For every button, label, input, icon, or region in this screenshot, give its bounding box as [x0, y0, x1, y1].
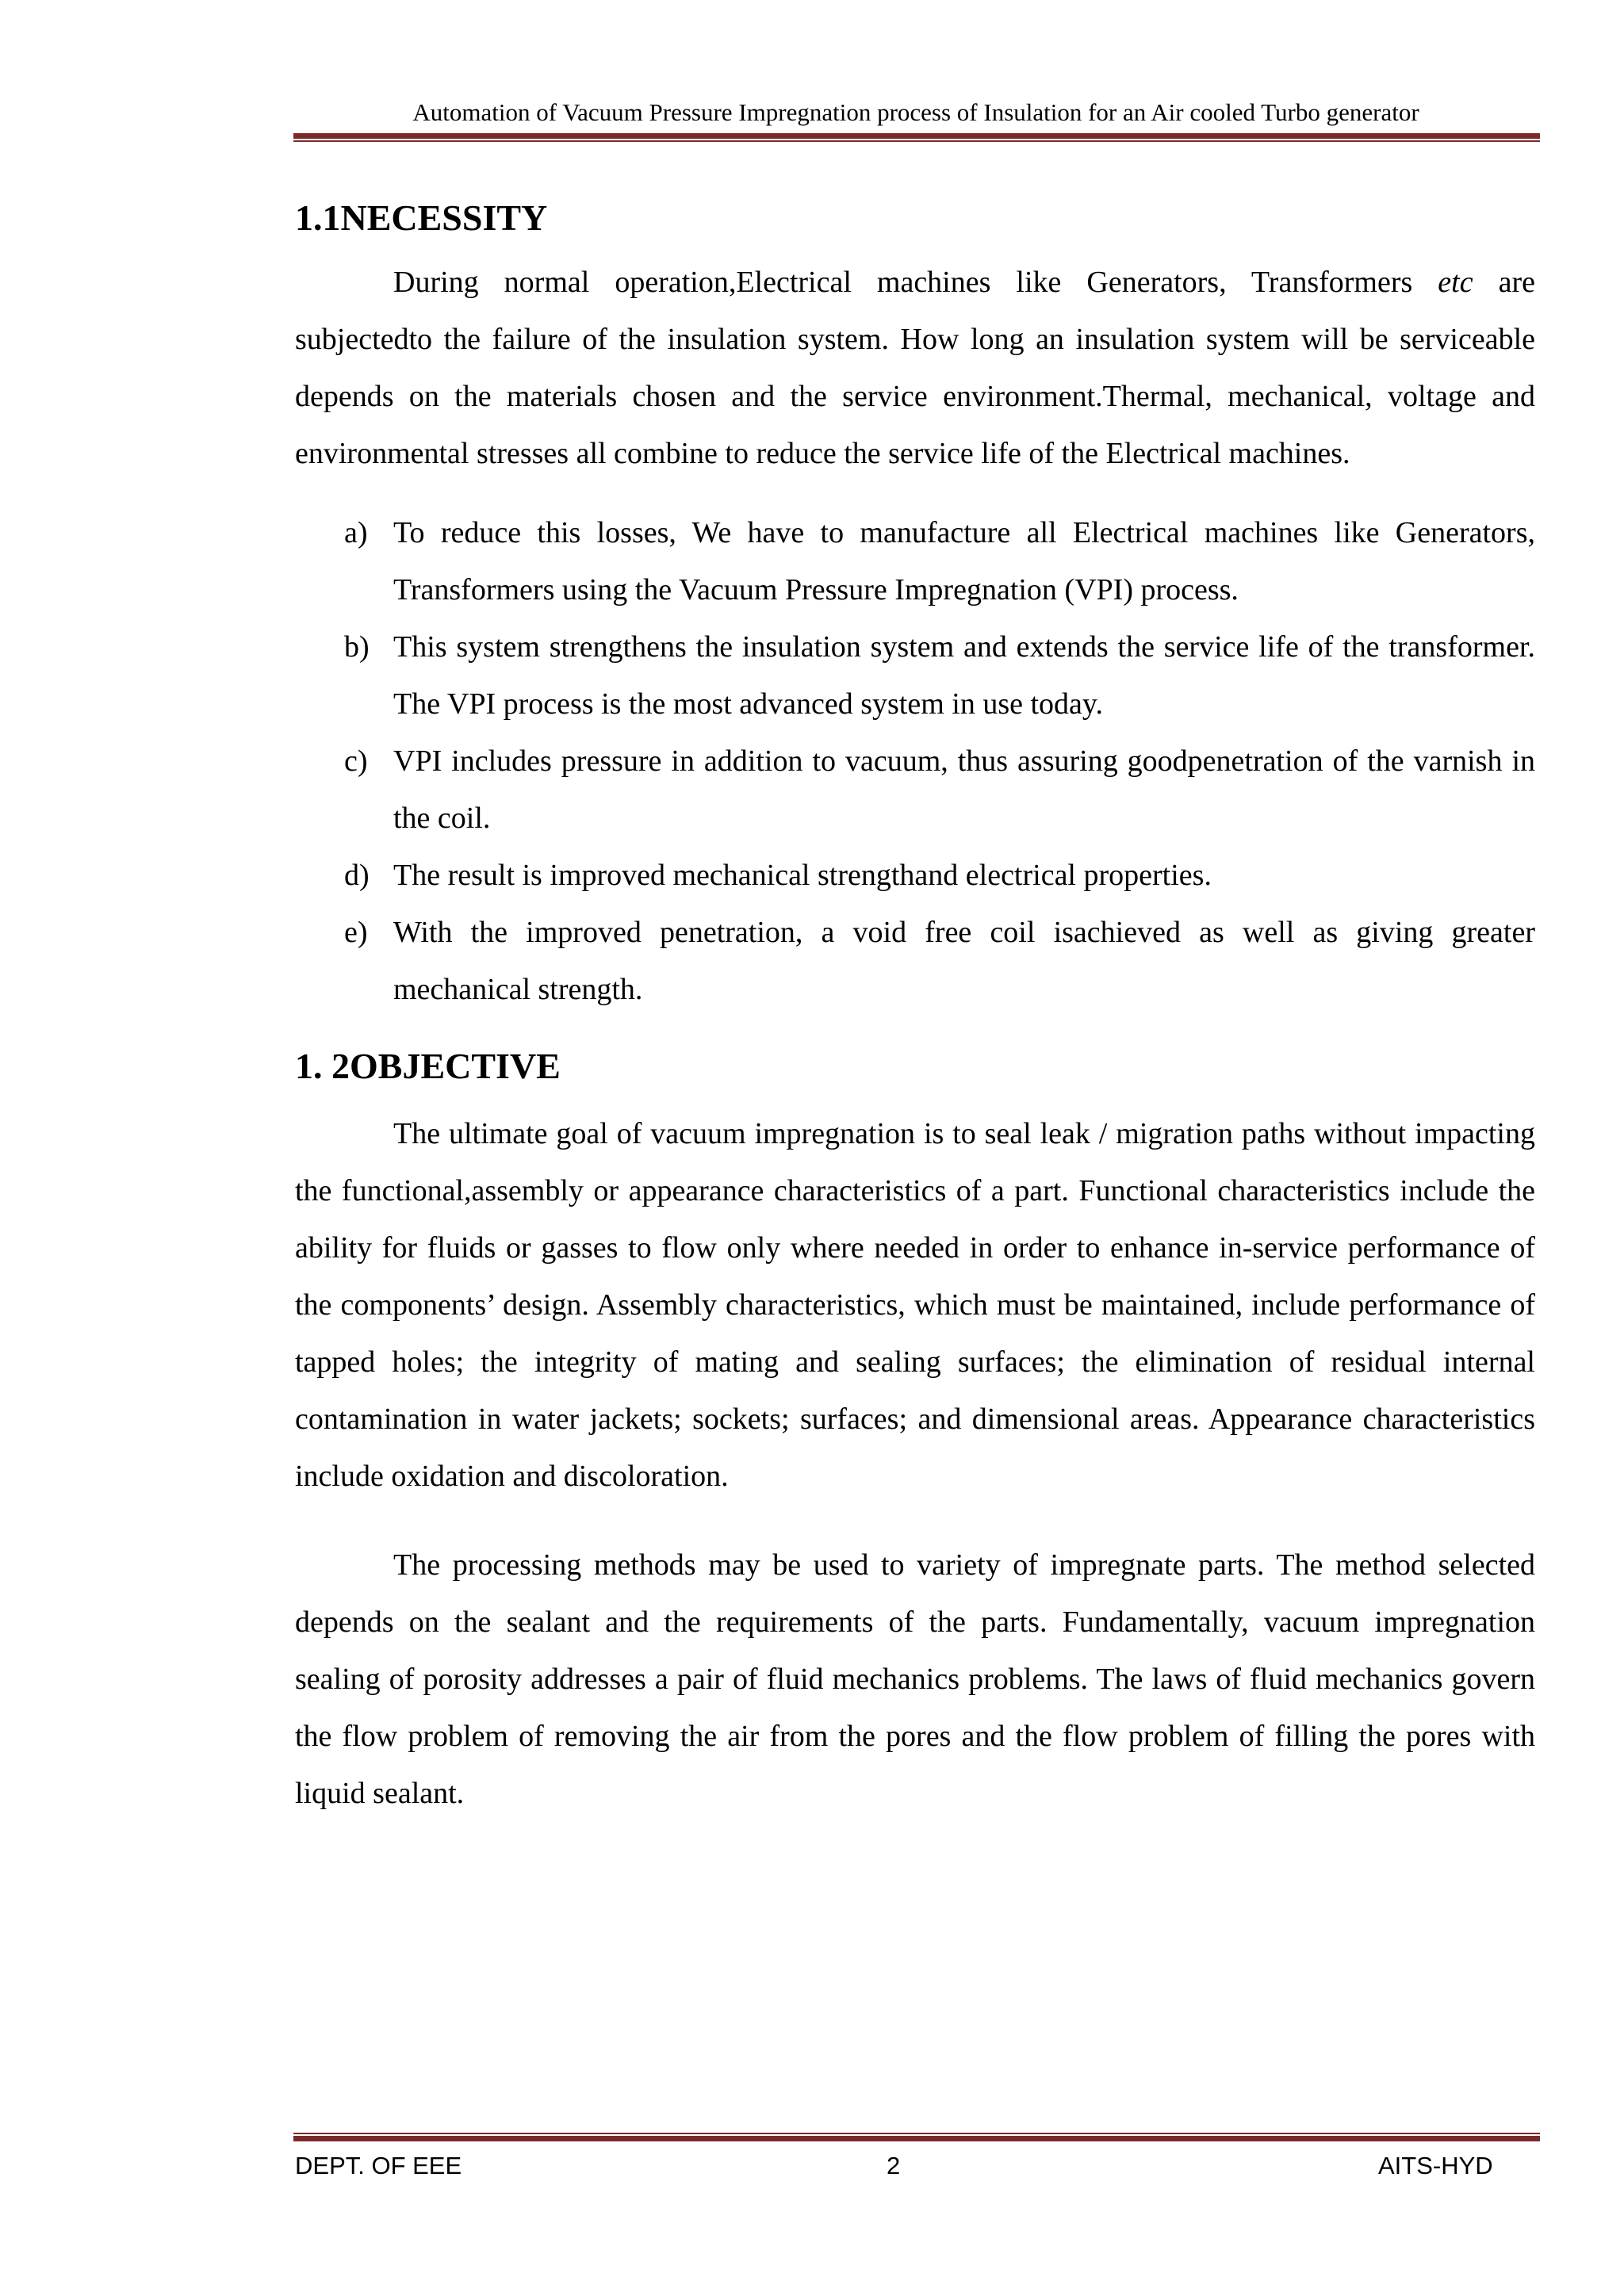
section-heading-necessity: 1.1NECESSITY: [295, 197, 548, 238]
list-marker: c): [344, 744, 368, 778]
footer-rule: [293, 2133, 1540, 2141]
list-item: [295, 847, 1535, 904]
list-item: [295, 733, 1535, 847]
list-marker: a): [344, 516, 368, 549]
necessity-paragraph-text-1: During normal operation,Electrical machines like Generators, Transformers: [393, 266, 1438, 299]
section-heading-objective: 1. 2OBJECTIVE: [295, 1046, 561, 1086]
list-item: [295, 504, 1535, 618]
list-item-text: With the improved penetration, a void free coil isachieved as well as giving greater mechanical strength.: [393, 916, 1535, 1006]
objective-paragraph-1: The ultimate goal of vacuum impregnation is to seal leak / migration paths without impacting the functional,assembly or appearance characteristics of a part. Functional characteristics include the ability for fluids or gasses to flow only where needed in order to enhance in-service performance of the components’ design. Assembly characteristics, which must be maintained, include performance of tapped holes; the integrity of mating and sealing surfaces; the elimination of residual internal contamination in water jackets; sockets; surfaces; and dimensional areas. Appearance characteristics include oxidation and discoloration.: [295, 1117, 1535, 1493]
footer-institution: AITS-HYD: [1378, 2152, 1493, 2179]
necessity-list: [295, 504, 1535, 1018]
list-item: [295, 904, 1535, 1018]
necessity-paragraph: [295, 254, 1535, 482]
list-item-text: The result is improved mechanical strengthand electrical properties.: [393, 859, 1212, 892]
header-rule: [293, 133, 1540, 142]
necessity-paragraph-italic: etc: [1438, 266, 1473, 299]
necessity-paragraph-text-2: are subjectedto the failure of the insulation system. How long an insulation system will be serviceable depends on the materials chosen and the service environment.Thermal, mechanical, voltage and environmental stresses all combine to reduce the service life of the Electrical machines.: [295, 266, 1535, 470]
page-number: 2: [887, 2152, 901, 2179]
list-item-text: This system strengthens the insulation system and extends the service life of the transformer. The VPI process is the most advanced system in use today.: [393, 630, 1535, 721]
objective-paragraph-2: The processing methods may be used to variety of impregnate parts. The method selected depends on the sealant and the requirements of the parts. Fundamentally, vacuum impregnation sealing of porosity addresses a pair of fluid mechanics problems. The laws of fluid mechanics govern the flow problem of removing the air from the pores and the flow problem of filling the pores with liquid sealant.: [295, 1548, 1535, 1810]
list-item-text: VPI includes pressure in addition to vacuum, thus assuring goodpenetration of the varnish in the coil.: [393, 744, 1535, 835]
list-item: [295, 618, 1535, 733]
page-body: [295, 190, 1535, 1822]
footer-department: DEPT. OF EEE: [295, 2152, 462, 2179]
list-marker: d): [344, 859, 370, 892]
running-header: Automation of Vacuum Pressure Impregnation process of Insulation for an Air cooled Turbo generator: [412, 98, 1419, 126]
list-item-text: To reduce this losses, We have to manufacture all Electrical machines like Generators, Transformers using the Vacuum Pressure Impregnation (VPI) process.: [393, 516, 1535, 607]
list-marker: b): [344, 630, 370, 664]
list-marker: e): [344, 916, 368, 949]
